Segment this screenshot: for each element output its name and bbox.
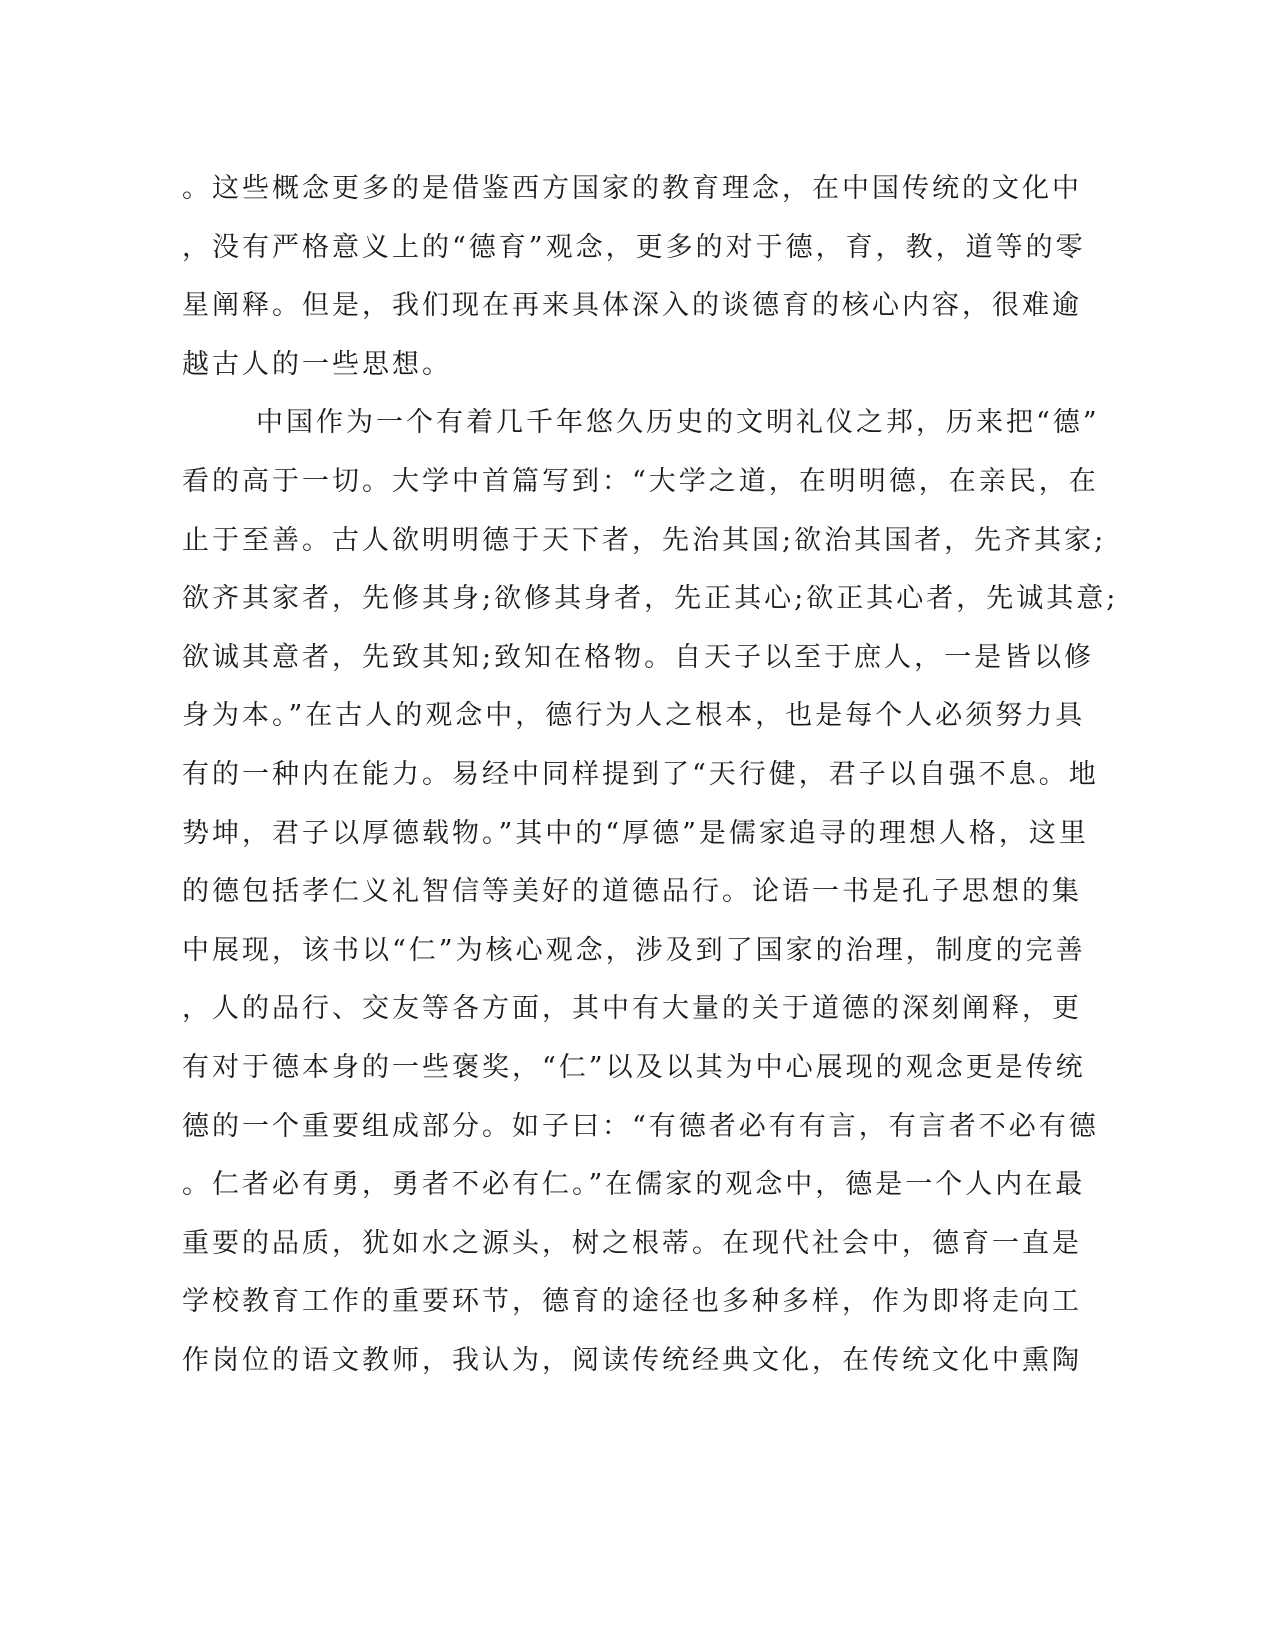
paragraph-2 <box>182 394 1119 1390</box>
text-line: 有的一种内在能力。易经中同样提到了“天行健，君子以自强不息。地 <box>182 758 1099 790</box>
text-line: 德的一个重要组成部分。如子曰：“有德者必有有言，有言者不必有德 <box>182 1110 1099 1142</box>
text-line: 中国作为一个有着几千年悠久历史的文明礼仪之邦，历来把“德” <box>256 407 1100 439</box>
text-line: 中展现，该书以“仁”为核心观念，涉及到了国家的治理，制度的完善 <box>182 934 1086 966</box>
text-line: ，人的品行、交友等各方面，其中有大量的关于道德的深刻阐释，更 <box>182 993 1082 1025</box>
text-line: 有对于德本身的一些褒奖，“仁”以及以其为中心展现的观念更是传统 <box>182 1051 1086 1083</box>
text-line: 身为本。”在古人的观念中，德行为人之根本，也是每个人必须努力具 <box>182 700 1086 732</box>
text-line: 的德包括孝仁义礼智信等美好的道德品行。论语一书是孔子思想的集 <box>182 876 1082 908</box>
text-line: ，没有严格意义上的“德育”观念，更多的对于德，育，教，道等的零 <box>182 231 1086 263</box>
text-line: 止于至善。古人欲明明德于天下者，先治其国;欲治其国者，先齐其家; <box>182 524 1107 556</box>
paragraph-1 <box>182 160 1086 394</box>
text-line: 越古人的一些思想。 <box>182 348 452 380</box>
text-line: 。这些概念更多的是借鉴西方国家的教育理念，在中国传统的文化中 <box>182 173 1082 204</box>
text-line: 学校教育工作的重要环节，德育的途径也多种多样，作为即将走向工 <box>182 1286 1082 1318</box>
text-line: 势坤，君子以厚德载物。”其中的“厚德”是儒家追寻的理想人格，这里 <box>182 817 1089 849</box>
text-line: 星阐释。但是，我们现在再来具体深入的谈德育的核心内容，很难逾 <box>182 290 1082 322</box>
text-line: 重要的品质，犹如水之源头，树之根蒂。在现代社会中，德育一直是 <box>182 1227 1082 1259</box>
text-line: 。仁者必有勇，勇者不必有仁。”在儒家的观念中，德是一个人内在最 <box>182 1169 1086 1201</box>
text-line: 欲诚其意者，先致其知;致知在格物。自天子以至于庶人，一是皆以修 <box>182 641 1095 673</box>
text-line: 看的高于一切。大学中首篇写到：“大学之道，在明明德，在亲民，在 <box>182 465 1099 497</box>
text-line: 欲齐其家者，先修其身;欲修其身者，先正其心;欲正其心者，先诚其意; <box>182 583 1119 615</box>
text-line: 作岗位的语文教师，我认为，阅读传统经典文化，在传统文化中熏陶 <box>182 1344 1082 1376</box>
body-text <box>182 160 1119 1390</box>
